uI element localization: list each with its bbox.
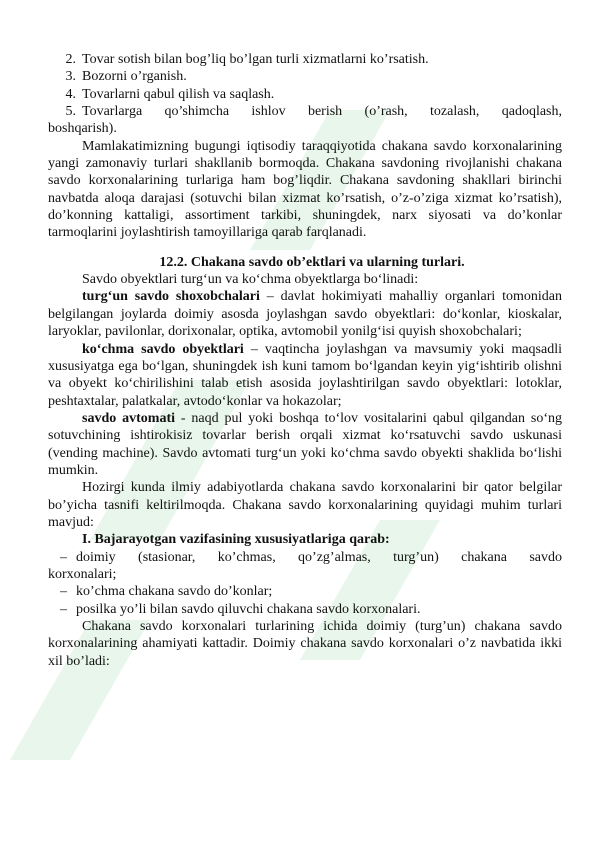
paragraph-stationary: Chakana savdo korxonalari turlarining ichida doimiy (turg’un) chakana savdo korxonalarining ahamiyati kattadir. Doimiy chakana savdo korxonalari o’z navbatida ikki xil bo’ladi: (48, 619, 562, 669)
dash-marker: – (60, 584, 67, 600)
paragraph-classification: Hozirgi kunda ilmiy adabiyotlarda chakana savdo korxonalarini bir qator belgilar bo’yicha tasnifi keltirilmoqda. Chakana savdo korxonalarining quyidagi muhim turlari mavjud: (48, 480, 562, 530)
term-stationary: turg‘un savdo shoxobchalari (82, 289, 260, 305)
list-text: Tovarlarga qo’shimcha ishlov berish (o’rash, tozalash, qadoqlash, (82, 104, 562, 120)
list-number: 3. (65, 69, 76, 85)
dash-text: ko’chma chakana savdo do’konlar; (76, 584, 273, 600)
dash-text: posilka yo’li bilan savdo qiluvchi chakana savdo korxonalari. (76, 601, 421, 617)
subheading: I. Bajarayotgan vazifasining xususiyatlariga qarab: (82, 532, 390, 548)
dash-marker: – (60, 601, 67, 617)
dash-item (48, 601, 562, 618)
list-text: Bozorni o’rganish. (82, 69, 187, 85)
definition-stationary (48, 288, 562, 340)
document-page (48, 51, 562, 670)
definition-text: – davlat hokimiyati mahalliy organlari tomonidan belgilangan joylarda doimiy asosda joylashgan savdo obyektlari: do‘konlar, kioskalar, laryoklar, pavilonlar, dorixonalar, optika, avtomobil yonilg‘isi quyish shoxobchalari; (48, 289, 562, 340)
term-mobile: ko‘chma savdo obyektlari (82, 341, 244, 357)
dash-text: doimiy (stasionar, ko’chmas, qo’zg’almas, turg’un) chakana savdo (76, 549, 562, 565)
list-text: Tovarlarni qabul qilish va saqlash. (82, 86, 275, 102)
list-number: 4. (65, 86, 76, 102)
definition-text: - naqd pul yoki boshqa to‘lov vositalarini qabul qilgandan so‘ng sotuvchining ishtirokisiz tovarlar berish orqali xizmat ko‘rsatuvchi savdo uskunasi (vending machine). Savdo avtomati turg‘un yoki ko‘chma savdo obyekti shaklida bo‘lishi mumkin. (48, 410, 562, 478)
dash-text-continued: korxonalari; (48, 566, 117, 582)
list-item (48, 51, 562, 68)
paragraph-types: Savdo obyektlari turg‘un va ko‘chma obyektlarga bo‘linadi: (82, 272, 419, 288)
definition-text: – vaqtincha joylashgan va mavsumiy yoki maqsadli xususiyatga ega bo‘lgan, shuningdek ish kuni tamom bo‘lgandan keyin yig‘ishtirib olishni va obyekt ko‘chirilishini talab etish asosida joylashtirilgan savdo obyektlari: lotoklar, peshtaxtalar, palatkalar, avtodo‘konlar va hokazolar; (48, 341, 562, 409)
dash-item (48, 549, 562, 584)
paragraph-intro: Mamlakatimizning bugungi iqtisodiy taraqqiyotida chakana savdo korxonalarining yangi zamonaviy turlari shakllanib bormoqda. Chakana savdoning rivojlanishi chakana savdo korxonalarining turlariga ham bog’liqdir. Chakana savdoning shakllari birinchi navbatda aloqa darajasi (sotuvchi bilan xizmat ko’rsatish, o’z-o’ziga xizmat ko’rsatish), do’konning kattaligi, assortiment tarkibi, shuningdek, narx siyosati va do’konlar tarmoqlarini joylashtirish tamoyillariga qarab farqlanadi. (48, 138, 562, 241)
section-heading: 12.2. Chakana savdo ob’ektlari va ularning turlari. (159, 254, 465, 270)
definition-mobile (48, 341, 562, 410)
dash-marker: – (60, 549, 67, 565)
definition-vending (48, 410, 562, 479)
list-item (48, 68, 562, 85)
list-item (48, 103, 562, 138)
list-number: 5. (65, 104, 76, 120)
list-text-continued: boshqarish). (48, 121, 117, 137)
dash-item (48, 583, 562, 600)
list-number: 2. (65, 52, 76, 67)
list-item (48, 86, 562, 103)
list-text: Tovar sotish bilan bog’liq bo’lgan turli xizmatlarni ko’rsatish. (82, 52, 429, 67)
term-vending: savdo avtomati (82, 410, 175, 426)
